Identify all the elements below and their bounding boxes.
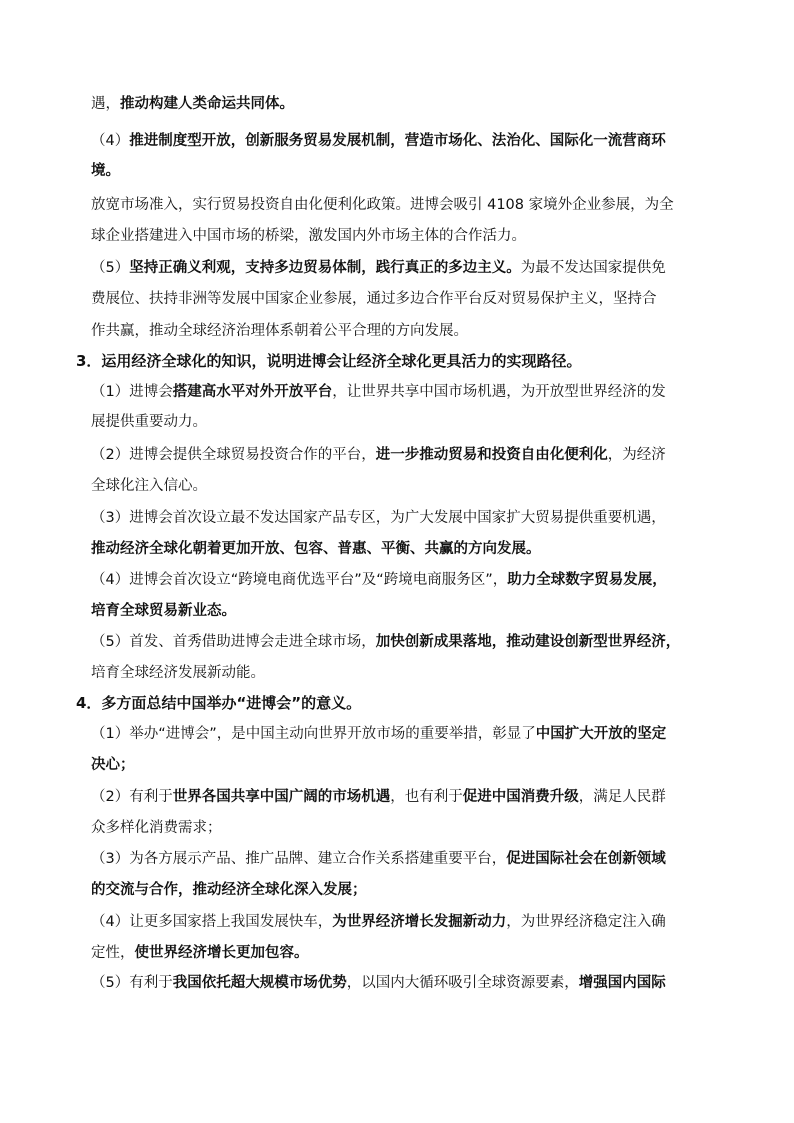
bold-text: 助力全球数字贸易发展， xyxy=(507,572,667,588)
bold-text: 决心； xyxy=(91,757,135,773)
plain-text: （3）为各方展示产品、推广品牌、建立合作关系搭建重要平台， xyxy=(91,851,507,867)
bold-text: 4．多方面总结中国举办“进博会”的意义。 xyxy=(76,694,362,712)
text-line xyxy=(91,724,666,744)
bold-text: 我国依托超大规模市场优势 xyxy=(172,975,347,991)
bold-text: 坚持正确义利观，支持多边贸易体制，践行真正的多边主义。 xyxy=(129,260,521,276)
plain-text: （1）进博会 xyxy=(91,384,173,400)
bold-text: 培育全球贸易新业态。 xyxy=(91,603,236,619)
text-line xyxy=(91,973,666,993)
plain-text: （4）进博会首次设立“跨境电商优选平台”及“跨境电商服务区”， xyxy=(91,572,508,588)
text-line xyxy=(91,880,367,900)
bold-text: 使世界经济增长更加包容。 xyxy=(134,945,309,961)
text-line xyxy=(91,539,541,559)
plain-text: （3）进博会首次设立最不发达国家产品专区，为广大发展中国家扩大贸易提供重要机遇， xyxy=(91,510,666,526)
bold-text: 促进国际社会在创新领域 xyxy=(506,851,666,867)
text-line xyxy=(91,321,468,341)
question-heading xyxy=(76,693,361,713)
bold-text: 推动构建人类命运共同体。 xyxy=(120,96,294,112)
plain-text: ，满足人民群 xyxy=(578,789,666,805)
text-line xyxy=(91,476,207,496)
plain-text: 培育全球经济发展新动能。 xyxy=(91,665,265,681)
bold-text: 推进制度型开放，创新服务贸易发展机制，营造市场化、法治化、国际化一流营商环 xyxy=(129,133,666,149)
plain-text: 遇， xyxy=(91,96,120,112)
plain-text: （5）有利于 xyxy=(91,975,173,991)
plain-text: 众多样化消费需求； xyxy=(91,820,222,836)
plain-text: （4）让更多国家搭上我国发展快车， xyxy=(91,914,333,930)
text-line xyxy=(91,382,666,402)
text-line xyxy=(91,943,309,963)
plain-text: （5）首发、首秀借助进博会走进全球市场， xyxy=(91,634,376,650)
plain-text: （1）举办“进博会”，是中国主动向世界开放市场的重要举措，彰显了 xyxy=(91,726,536,742)
text-line xyxy=(91,508,666,528)
text-line xyxy=(91,412,207,432)
plain-text: （2）有利于 xyxy=(91,789,173,805)
bold-text: 加快创新成果落地，推动建设创新型世界经济， xyxy=(375,634,681,650)
bold-text: 增强国内国际 xyxy=(578,975,666,991)
text-line xyxy=(91,570,667,590)
bold-text: 搭建高水平对外开放平台 xyxy=(172,384,333,400)
plain-text: 球企业搭建进入中国市场的桥梁，激发国内外市场主体的合作活力。 xyxy=(91,228,526,244)
bold-text: 为世界经济增长发掘新动力 xyxy=(332,914,507,930)
text-line xyxy=(91,226,526,246)
text-line xyxy=(91,161,120,181)
text-line xyxy=(91,787,666,807)
plain-text: 作共赢，推动全球经济治理体系朝着公平合理的方向发展。 xyxy=(91,323,468,339)
plain-text: ，让世界共享中国市场机遇，为开放型世界经济的发 xyxy=(332,384,666,400)
text-line xyxy=(91,755,135,775)
plain-text: 定性， xyxy=(91,945,135,961)
plain-text: 展提供重要动力。 xyxy=(91,414,207,430)
bold-text: 推动经济全球化朝着更加开放、包容、普惠、平衡、共赢的方向发展。 xyxy=(91,541,541,557)
bold-text: 的交流与合作，推动经济全球化深入发展； xyxy=(91,882,367,898)
text-line xyxy=(91,663,265,683)
text-line xyxy=(91,601,236,621)
text-line xyxy=(91,445,666,465)
plain-text: 放宽市场准入，实行贸易投资自由化便利化政策。进博会吸引 4108 家境外企业参展，为全 xyxy=(91,197,674,213)
bold-text: 世界各国共享中国广阔的市场机遇 xyxy=(172,789,391,805)
plain-text: 为最不发达国家提供免 xyxy=(520,260,666,276)
plain-text: ，也有利于 xyxy=(390,789,463,805)
bold-text: 境。 xyxy=(91,163,120,179)
plain-text: 费展位、扶持非洲等发展中国家企业参展，通过多边合作平台反对贸易保护主义，坚持合 xyxy=(91,291,657,307)
plain-text: （4） xyxy=(91,133,130,149)
plain-text: ，以国内大循环吸引全球资源要素， xyxy=(346,975,579,991)
text-line xyxy=(91,195,674,215)
text-line xyxy=(91,94,294,114)
plain-text: （5） xyxy=(91,260,130,276)
plain-text: ，为世界经济稳定注入确 xyxy=(506,914,666,930)
text-line xyxy=(91,131,666,151)
text-line xyxy=(91,912,666,932)
bold-text: 3．运用经济全球化的知识，说明进博会让经济全球化更具活力的实现路径。 xyxy=(76,352,582,370)
text-line xyxy=(91,258,666,278)
text-line xyxy=(91,289,657,309)
bold-text: 促进中国消费升级 xyxy=(462,789,579,805)
question-heading xyxy=(76,351,581,371)
text-line xyxy=(91,849,666,869)
bold-text: 中国扩大开放的坚定 xyxy=(535,726,667,742)
text-line xyxy=(91,818,222,838)
plain-text: 全球化注入信心。 xyxy=(91,478,207,494)
text-line xyxy=(91,632,680,652)
plain-text: （2）进博会提供全球贸易投资合作的平台， xyxy=(91,447,376,463)
bold-text: 进一步推动贸易和投资自由化便利化 xyxy=(375,447,608,463)
plain-text: ，为经济 xyxy=(607,447,666,463)
